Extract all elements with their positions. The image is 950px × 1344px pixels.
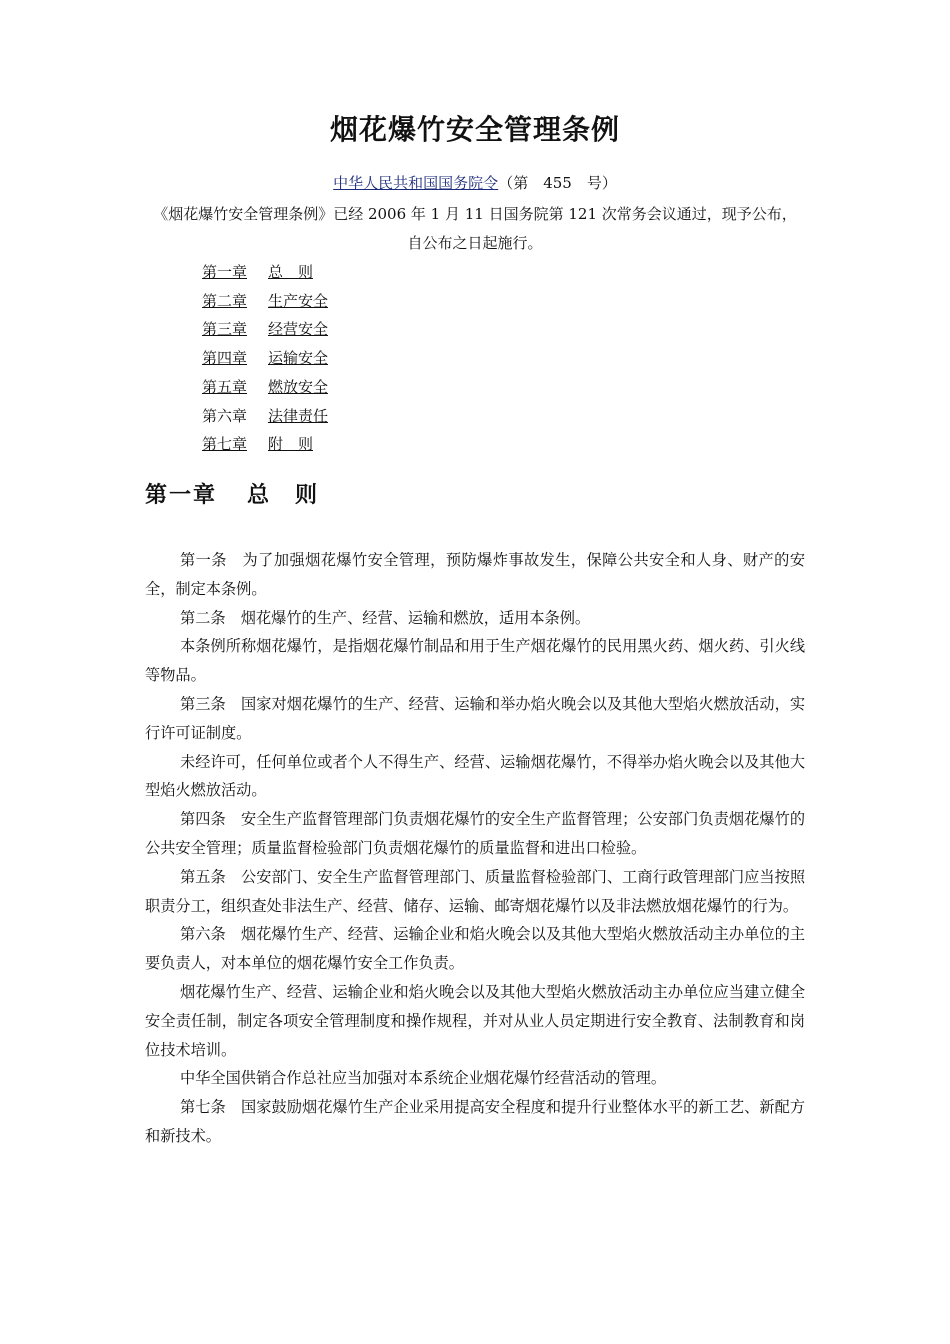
toc-chapter-number: 第七章 [202,435,248,454]
toc-item-chapter-4[interactable] [202,344,328,373]
toc-chapter-name: 总 则 [268,263,314,281]
toc-item-chapter-2[interactable] [202,287,328,316]
article-paragraph: 第五条 公安部门、安全生产监督管理部门、质量监督检验部门、工商行政管理部门应当按照职责分工，组织查处非法生产、经营、储存、运输、邮寄烟花爆竹以及非法燃放烟花爆竹的行为。 [145,867,805,915]
article-paragraph: 第一条 为了加强烟花爆竹安全管理，预防爆炸事故发生，保障公共安全和人身、财产的安全，制定本条例。 [145,551,805,598]
intro-paragraph: 《烟花爆竹安全管理条例》已经 2006 年 1 月 11 日国务院第 121 次常务会议通过，现予公布，自公布之日起施行。 [153,205,797,252]
toc-chapter-number: 第六章 [202,406,248,425]
decree-link[interactable]: 中华人民共和国国务院令 [333,174,499,192]
toc-chapter-name: 附 则 [268,435,314,454]
toc-chapter-number: 第三章 [202,320,248,339]
toc-chapter-number: 第四章 [202,349,248,368]
chapter-heading-number: 第一章 [145,482,218,508]
toc-chapter-number: 第一章 [202,263,248,281]
article-paragraph: 第六条 烟花爆竹生产、经营、运输企业和焰火晚会以及其他大型焰火燃放活动主办单位的主要负责人，对本单位的烟花爆竹安全工作负责。 [145,925,805,973]
toc-chapter-name: 生产安全 [268,291,329,310]
article-paragraph: 第七条 国家鼓励烟花爆竹生产企业采用提高安全程度和提升行业整体水平的新工艺、新配方和新技术。 [145,1098,805,1145]
toc-item-chapter-1[interactable] [202,258,328,287]
toc-chapter-name: 燃放安全 [268,377,329,396]
toc-item-chapter-7[interactable] [202,430,328,459]
toc-chapter-name: 法律责任 [268,406,329,425]
article-paragraph: 第三条 国家对烟花爆竹的生产、经营、运输和举办焰火晚会以及其他大型焰火燃放活动，实行许可证制度。 [145,694,805,742]
article-paragraph: 未经许可，任何单位或者个人不得生产、经营、运输烟花爆竹，不得举办焰火晚会以及其他大型焰火燃放活动。 [145,752,805,800]
toc-chapter-name: 经营安全 [268,320,329,339]
article-paragraph: 中华全国供销合作总社应当加强对本系统企业烟花爆竹经营活动的管理。 [180,1069,666,1088]
toc-chapter-number: 第五章 [202,377,248,396]
article-paragraph: 本条例所称烟花爆竹，是指烟花爆竹制品和用于生产烟花爆竹的民用黑火药、烟火药、引火线等物品。 [145,637,805,685]
toc-chapter-number: 第二章 [202,291,248,310]
toc-chapter-name: 运输安全 [268,349,329,368]
toc-item-chapter-6[interactable] [202,402,328,431]
decree-number: （第 455 号） [498,174,617,192]
article-paragraph: 烟花爆竹生产、经营、运输企业和焰火晚会以及其他大型焰火燃放活动主办单位应当建立健全安全责任制，制定各项安全管理制度和操作规程，并对从业人员定期进行安全教育、法制教育和岗位技术培训。 [145,982,805,1059]
article-paragraph: 第四条 安全生产监督管理部门负责烟花爆竹的安全生产监督管理；公安部门负责烟花爆竹的公共安全管理；质量监督检验部门负责烟花爆竹的质量监督和进出口检验。 [145,810,805,857]
chapter-body [145,546,805,1151]
toc-item-chapter-3[interactable] [202,315,328,344]
toc-item-chapter-5[interactable] [202,373,328,402]
decree-line [0,172,950,193]
document-title: 烟花爆竹安全管理条例 [329,113,620,146]
article-paragraph: 第二条 烟花爆竹的生产、经营、运输和燃放，适用本条例。 [180,608,591,627]
chapter-heading-name: 总 则 [247,482,320,508]
table-of-contents [202,258,328,459]
chapter-heading [145,478,319,509]
